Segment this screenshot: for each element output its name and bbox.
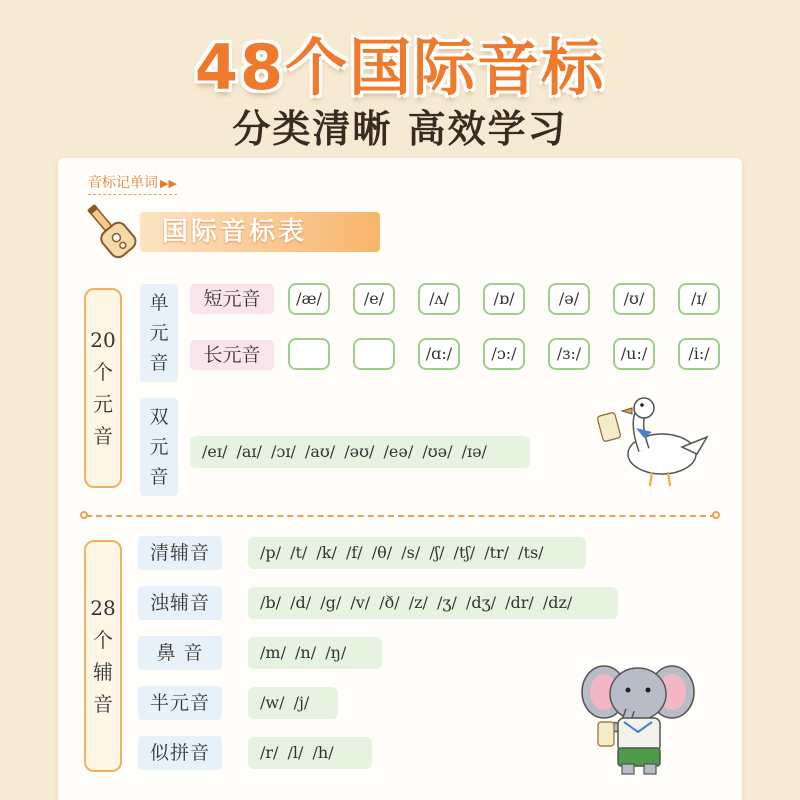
consonant-category-label: 鼻 音 [138,636,222,670]
consonant-category-label: 似拼音 [138,736,222,770]
group-label-char: 音 [93,424,113,448]
tag-link[interactable] [88,172,177,195]
label-char: 音 [149,352,169,374]
long-vowel-symbol[interactable]: /i:/ [678,338,720,370]
long-vowel-symbol[interactable] [353,338,395,370]
group-label-char: 元 [93,392,113,416]
label-char: 单 [149,292,169,314]
section-divider [86,515,716,517]
page-title: 48个国际音标 [194,31,606,104]
short-vowel-symbol[interactable]: /e/ [353,283,395,315]
long-vowel-symbol[interactable] [288,338,330,370]
divider-dot [712,511,720,519]
elephant-illustration [572,652,702,782]
consonant-symbols[interactable]: /b/ /d/ /g/ /v/ /ð/ /z/ /ʒ/ /dʒ/ /dr/ /dz/ [248,587,618,619]
consonant-symbols[interactable]: /r/ /l/ /h/ [248,737,372,769]
guitar-icon [80,200,140,260]
group-label-char: 音 [93,692,113,716]
label-char: 元 [149,322,169,344]
label-char: 音 [149,466,169,488]
group-label-char: 个 [93,628,113,652]
page-subtitle: 分类清晰 高效学习 [232,107,568,151]
long-vowel-symbol[interactable]: /u:/ [613,338,655,370]
short-vowel-symbol[interactable]: /æ/ [288,283,330,315]
consonant-category-label: 浊辅音 [138,586,222,620]
group-label-char: 28 [90,596,116,620]
short-vowel-symbol[interactable]: /ʊ/ [613,283,655,315]
table-title: 国际音标表 [140,212,380,252]
long-vowel-symbol[interactable]: /ɜ:/ [548,338,590,370]
monophthong-label [140,284,178,382]
double-arrow-icon: ▶▶ [160,177,177,190]
diphthong-symbols[interactable]: /eɪ/ /aɪ/ /ɔɪ/ /aʊ/ /əʊ/ /eə/ /ʊə/ /ɪə/ [190,436,530,468]
diphthong-label [140,398,178,496]
consonant-category-label: 清辅音 [138,536,222,570]
label-char: 元 [149,436,169,458]
consonant-symbols[interactable]: /w/ /j/ [248,687,338,719]
divider-dot [80,511,88,519]
long-vowel-symbol[interactable]: /ɑ:/ [418,338,460,370]
goose-illustration [592,392,712,492]
tag-label: 音标记单词 [88,175,158,191]
label-char: 双 [149,406,169,428]
short-vowel-symbol[interactable]: /ʌ/ [418,283,460,315]
short-vowel-symbol[interactable]: /ɒ/ [483,283,525,315]
short-vowel-label: 短元音 [190,284,274,314]
consonant-symbols[interactable]: /p/ /t/ /k/ /f/ /θ/ /s/ /ʃ/ /tʃ/ /tr/ /ts/ [248,537,586,569]
group-label-char: 20 [90,328,116,352]
long-vowel-symbol[interactable]: /ɔ:/ [483,338,525,370]
short-vowel-symbol[interactable]: /ɪ/ [678,283,720,315]
consonant-symbols[interactable]: /m/ /n/ /ŋ/ [248,637,382,669]
vowel-group-label [84,288,122,488]
consonant-category-label: 半元音 [138,686,222,720]
short-vowel-symbol[interactable]: /ə/ [548,283,590,315]
long-vowel-label: 长元音 [190,340,274,370]
group-label-char: 个 [93,360,113,384]
consonant-group-label [84,540,122,772]
group-label-char: 辅 [93,660,113,684]
